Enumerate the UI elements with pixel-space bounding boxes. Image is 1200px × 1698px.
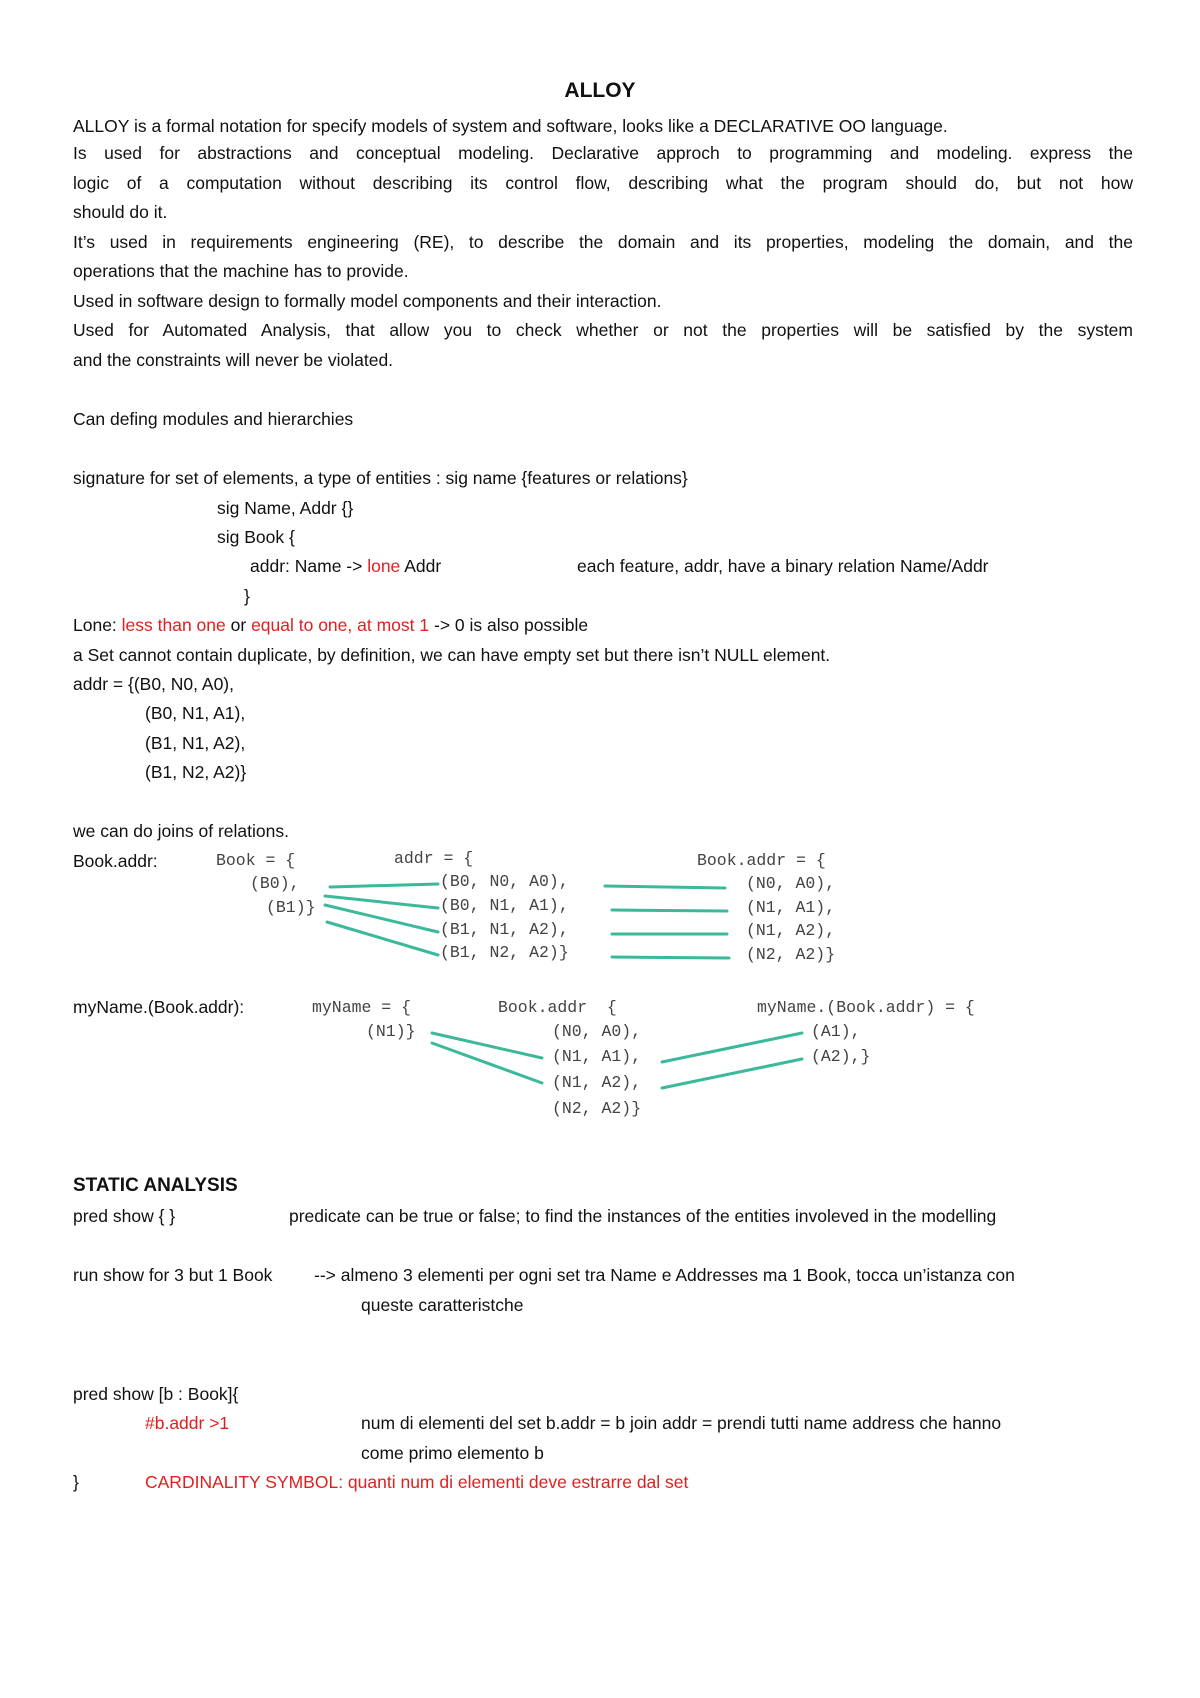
lone-label: Lone: (73, 615, 122, 635)
lone-keyword: lone (367, 556, 401, 576)
addr-tuple-3: (B1, N1, A2), (145, 733, 246, 753)
intro-line-2: Is used for abstractions and conceptual modeling. Declarative approch to programming and modeling. express the (73, 143, 1133, 163)
bookaddr-set-head: Book.addr { (498, 998, 617, 1017)
lone-rest: -> 0 is also possible (429, 615, 589, 635)
intro-line-3: logic of a computation without describing its control flow, describing what the program should do, but not how (73, 173, 1133, 193)
myname-set-head: myName = { (312, 998, 412, 1017)
bookaddr-set-row: (N1, A1), (552, 1047, 642, 1066)
joins-line: we can do joins of relations. (73, 821, 289, 841)
addr-set-row: (B1, N2, A2)} (440, 943, 569, 962)
addr-set-row: (B1, N1, A2), (440, 920, 569, 939)
intro-line-5: It’s used in requirements engineering (RE), to describe the domain and its properties, modeling the domain, and the (73, 232, 1133, 252)
page-title: ALLOY (564, 79, 636, 102)
myname-join-label: myName.(Book.addr): (73, 997, 245, 1017)
connector-line (662, 1033, 802, 1062)
run-show-description-2: queste caratteristche (361, 1295, 524, 1315)
book-set-row: (B1)} (266, 898, 316, 917)
intro-line-8: Used for Automated Analysis, that allow you to check whether or not the properties will be satisfied by the system (73, 320, 1133, 340)
addr-field-comment: each feature, addr, have a binary relation Name/Addr (577, 556, 989, 576)
addr-set-head: addr = { (394, 849, 474, 868)
static-analysis-heading: STATIC ANALYSIS (73, 1175, 238, 1196)
connector-line (662, 1059, 802, 1088)
modules-line: Can defing modules and hierarchies (73, 409, 354, 429)
connector-line (612, 910, 727, 911)
book-addr-result-row: (N0, A0), (746, 874, 836, 893)
book-addr-result-row: (N1, A2), (746, 921, 836, 940)
addr-set-row: (B0, N1, A1), (440, 896, 569, 915)
intro-line-6: operations that the machine has to provide. (73, 261, 409, 281)
addr-tuple-4: (B1, N2, A2)} (145, 762, 247, 782)
lone-at-most-one: at most 1 (357, 615, 430, 635)
bookaddr-set-row: (N2, A2)} (552, 1099, 642, 1118)
intro-line-4: should do it. (73, 202, 168, 222)
myname-result-row: (A1), (811, 1022, 861, 1041)
lone-or: or (225, 615, 252, 635)
lone-equal-to-one: equal to one (251, 615, 348, 635)
intro-line-7: Used in software design to formally model components and their interaction. (73, 291, 662, 311)
addr-tuple-1: addr = {(B0, N0, A0), (73, 674, 234, 694)
signature-line: signature for set of elements, a type of entities : sig name {features or relations} (73, 468, 688, 488)
connector-line (605, 886, 725, 888)
book-addr-result-row: (N1, A1), (746, 898, 836, 917)
book-addr-result-head: Book.addr = { (697, 851, 826, 870)
lone-comma: , (347, 615, 358, 635)
myname-result-row: (A2),} (811, 1047, 871, 1066)
bookaddr-set-row: (N1, A2), (552, 1073, 642, 1092)
book-addr-label: Book.addr: (73, 851, 158, 871)
set-definition-line: a Set cannot contain duplicate, by definition, we can have empty set but there isn’t NULL element. (73, 645, 831, 665)
run-show-description: --> almeno 3 elementi per ogni set tra Name e Addresses ma 1 Book, tocca un’istanza con (314, 1265, 1015, 1285)
connector-line (432, 1033, 542, 1058)
book-addr-result-row: (N2, A2)} (746, 945, 836, 964)
connector-line (612, 957, 729, 958)
cardinality-description-2: come primo elemento b (361, 1443, 544, 1463)
addr-field-prefix: addr: Name -> (250, 556, 368, 576)
book-set-head: Book = { (216, 851, 296, 870)
pred-show-b-code: pred show [b : Book]{ (73, 1384, 239, 1404)
cardinality-description-1: num di elementi del set b.addr = b join addr = prendi tutti name address che hanno (361, 1413, 1002, 1433)
pred-close-brace: } (73, 1472, 79, 1492)
addr-field-suffix: Addr (400, 556, 442, 576)
cardinality-code: #b.addr >1 (145, 1413, 230, 1433)
myname-result-head: myName.(Book.addr) = { (757, 998, 975, 1017)
connector-line (325, 896, 438, 908)
addr-set-row: (B0, N0, A0), (440, 872, 569, 891)
connector-line (330, 884, 438, 887)
sig-close-brace: } (244, 586, 250, 606)
cardinality-note: CARDINALITY SYMBOL: quanti num di elementi deve estrarre dal set (145, 1472, 689, 1492)
intro-line-9: and the constraints will never be violated. (73, 350, 394, 370)
book-set-row: (B0), (250, 874, 300, 893)
lone-less-than-one: less than one (121, 615, 226, 635)
run-show-code: run show for 3 but 1 Book (73, 1265, 273, 1285)
bookaddr-set-row: (N0, A0), (552, 1022, 642, 1041)
pred-show-description: predicate can be true or false; to find the instances of the entities involeved in the modelling (289, 1206, 997, 1226)
myname-set-row: (N1)} (366, 1022, 416, 1041)
sig-name-code: sig Name, Addr {} (217, 498, 354, 518)
pred-show-code: pred show { } (73, 1206, 176, 1226)
intro-line-1: ALLOY is a formal notation for specify models of system and software, looks like a DECLARATIVE OO language. (73, 116, 948, 136)
addr-tuple-2: (B0, N1, A1), (145, 703, 246, 723)
sig-book-code: sig Book { (217, 527, 295, 547)
connector-line (432, 1043, 542, 1083)
